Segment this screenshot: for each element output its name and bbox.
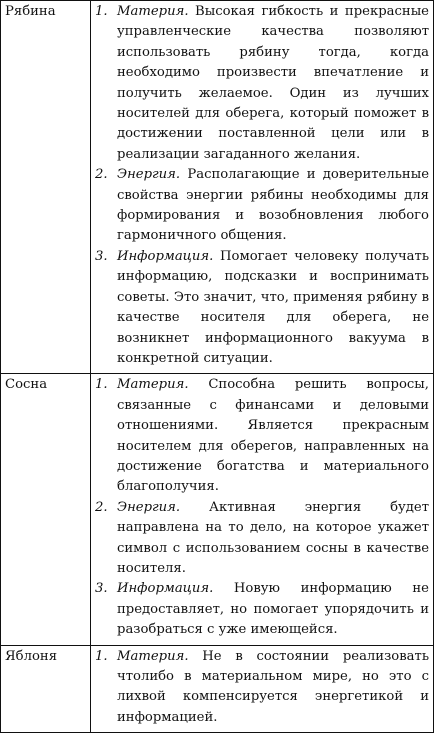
tree-name: Яблоня [5,648,58,664]
list-item [95,165,429,247]
item-text: Располагающие и доверительные свойства энергии рябины необходимы для формирования и возобновления любого гармоничного общения. [117,167,429,244]
tree-name-cell [1,645,91,733]
item-number: 1. [95,4,108,19]
item-text: Способна решить вопросы, связанные с финансами и деловыми отношениями. Является прекрасным носителем для оберегов, направленных на достижение богатства и материального благополучия. [117,377,429,495]
property-list [95,375,429,640]
list-item [95,247,429,369]
item-heading: Энергия. [117,167,181,183]
item-number: 1. [95,648,108,664]
item-text: Новую информацию не предоставляет, но помогает упорядочить и разобраться с уже имеющейся. [117,581,429,638]
tree-name-cell [1,374,91,645]
list-item [95,2,429,165]
item-heading: Материя. [117,377,189,393]
tree-name: Сосна [5,377,48,393]
item-text: Помогает человеку получать информацию, подсказки и воспринимать советы. Это значит, что, применяя рябину в качестве носителя для оберега, не возникнет информационного вакуума в конкретной ситуации. [117,248,429,366]
item-heading: Энергия. [117,499,181,515]
property-list [95,647,429,729]
list-item [95,498,429,580]
table-row [1,645,434,733]
item-heading: Информация. [117,248,214,264]
tree-description-cell [91,374,434,645]
item-text: Высокая гибкость и прекрасные управленческие качества позволяют использовать рябину тогда, когда необходимо произвести впечатление и получить желаемое. Один из лучших носителей для оберега, который поможет в достижении поставленной цели или в реализации загаданного желания. [117,4,429,162]
item-heading: Информация. [117,581,214,597]
item-text: Активная энергия будет направлена на то дело, на которое укажет символ с использованием сосны в качестве носителя. [117,499,429,576]
tree-description-cell [91,1,434,374]
tree-name: Рябина [5,4,56,19]
item-number: 2. [95,167,108,183]
item-number: 3. [95,248,108,264]
item-number: 1. [95,377,108,393]
table-row [1,1,434,374]
tree-description-cell [91,645,434,733]
item-heading: Материя. [117,4,189,19]
tree-name-cell [1,1,91,374]
item-number: 3. [95,581,108,597]
list-item [95,579,429,640]
list-item [95,375,429,497]
table-row [1,374,434,645]
item-heading: Материя. [117,648,189,664]
list-item [95,647,429,729]
property-list [95,2,429,369]
item-number: 2. [95,499,108,515]
item-text: Не в состоянии реализовать чтолибо в материальном мире, но это с лихвой компенсируется энергетикой и информацией. [117,648,429,725]
